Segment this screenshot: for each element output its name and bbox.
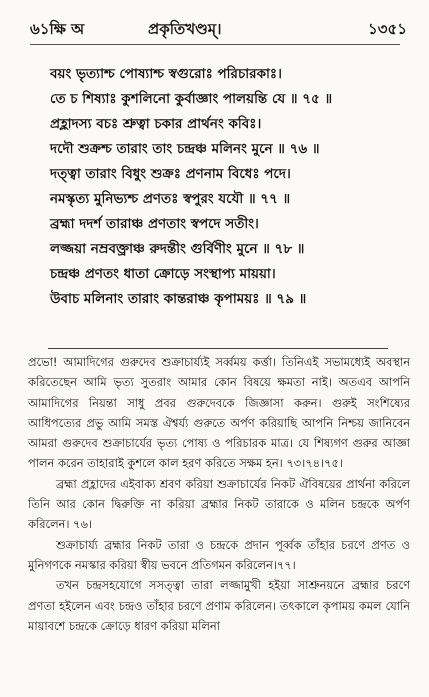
sanskrit-verses	[50, 62, 420, 312]
verse-line: নমস্কৃত্য মুনিভ্যশ্চ প্রণতঃ স্বপুরং যযৌ ॥ ৭৭ ॥	[50, 191, 291, 207]
page-number: ১৩৫১	[368, 20, 407, 38]
verse-line: তে চ শিষ্যাঃ কুশলিনো কুর্বাজ্ঞাং পালয়ন্তি যে ॥ ৭৫ ॥	[50, 91, 333, 107]
verse-line: দদৌ শুক্রশ্চ তারাং তাং চন্দ্রঞ্চ মলিনং মুনে ॥ ৭৬ ॥	[50, 141, 320, 157]
verse-line: দত্ত্বা তারাং বিধুং শুক্রঃ প্রণনাম বিধেঃ পদে।	[50, 166, 291, 182]
verse-line: উবাচ মলিনাং তারাং কান্তরাঞ্চ কৃপাময়ঃ ॥ ৭৯ ॥	[50, 291, 307, 307]
verse-line: বয়ং ভৃত্যাশ্চ পোষ্যাশ্চ স্বগুরোঃ পরিচারকাঃ।	[50, 66, 282, 82]
commentary-paragraph: প্রভো! আমাদিগের গুরুদেব শুক্রাচার্য্যই সর্ব্বময় কর্ত্তা। তিনিএই সভামধ্যেই অবস্থান করিতেছেন আমি ভৃত্য সুতরাং আমার কোন বিষয়ে ক্ষমতা নাই। অতএব আপনি আমাদিগের নিয়ন্তা সাধু প্রবর গুরুদেবকে জিজ্ঞাসা করুন। গুরুই সংশিষ্যের আধিপত্যের প্রভু আমি সমস্ত ঐশ্বর্য্য গুরুতে অর্পণ করিয়াছি আপনি নিশ্চয় জানিবেন আমরা গুরুদেব শুক্রাচার্যের ভৃত্য পোষ্য ও পরিচারক মাত্র। যে শিষ্যগণ গুরুর আজ্ঞা পালন করেন তাহারাই কুশলে কাল হরণ করিতে সক্ষম হন। ৭৩।৭৪।৭৫।	[28, 355, 410, 471]
header-rule	[30, 44, 400, 45]
commentary-paragraph: তখন চন্দ্রসহযোগে সসত্ত্বা তারা লজ্জামুখী হইয়া সাশ্রুনয়নে ব্রহ্মার চরণে প্রণতা হইলেন এবং চন্দ্রও তাঁহার চরণে প্রণাম করিলেন। তৎকালে কৃপাময় কমল যোনি মায়াবশে চন্দ্রকে ক্রোড়ে ধারণ করিয়া মলিনা	[28, 578, 410, 633]
commentary-paragraph: শুক্রাচার্য্য ব্রহ্মার নিকট তারা ও চন্দ্রকে প্রদান পূর্ব্বক তাঁহার চরণে প্রণত ও মুনিগণকে নমস্কার করিয়া স্বীয় ভবনে প্রতিগমন করিলেন।৭৭।	[28, 537, 410, 572]
section-marker: ৬১ক্ষি অ	[30, 20, 85, 38]
bengali-commentary	[28, 352, 410, 636]
verse-line: প্রহ্লাদস্য বচঃ শ্রুত্বা চকার প্রার্থনং কবিঃ।	[50, 116, 262, 132]
verse-line: চন্দ্রঞ্চ প্রণতং ধাতা ক্রোড়ে সংস্থাপ্য মায়য়া।	[50, 266, 276, 282]
page-title: প্রকৃতিখণ্ডম্।	[148, 20, 222, 38]
verse-line: ব্রহ্মা দদর্শ তারাঞ্চ প্রণতাং স্বপদে সতীং।	[50, 216, 259, 232]
page-header	[0, 0, 429, 60]
commentary-paragraph: ব্রহ্মা প্রহ্লাদের এইবাক্য শ্রবণ করিয়া শুক্রাচার্যের নিকট ঐবিষয়ের প্রার্থনা করিলে তিনি আর কোন দ্বিরুক্তি না করিয়া ব্রহ্মার নিকট তারাকে ও মলিন চন্দ্রকে অর্পণ করিলেন। ৭৬।	[28, 476, 410, 532]
verse-line: লজ্জয়া নম্রবক্ত্রাঞ্চ রুদন্তীং গুর্বিণীং মুনে ॥ ৭৮ ॥	[50, 241, 305, 257]
section-divider	[48, 348, 388, 349]
